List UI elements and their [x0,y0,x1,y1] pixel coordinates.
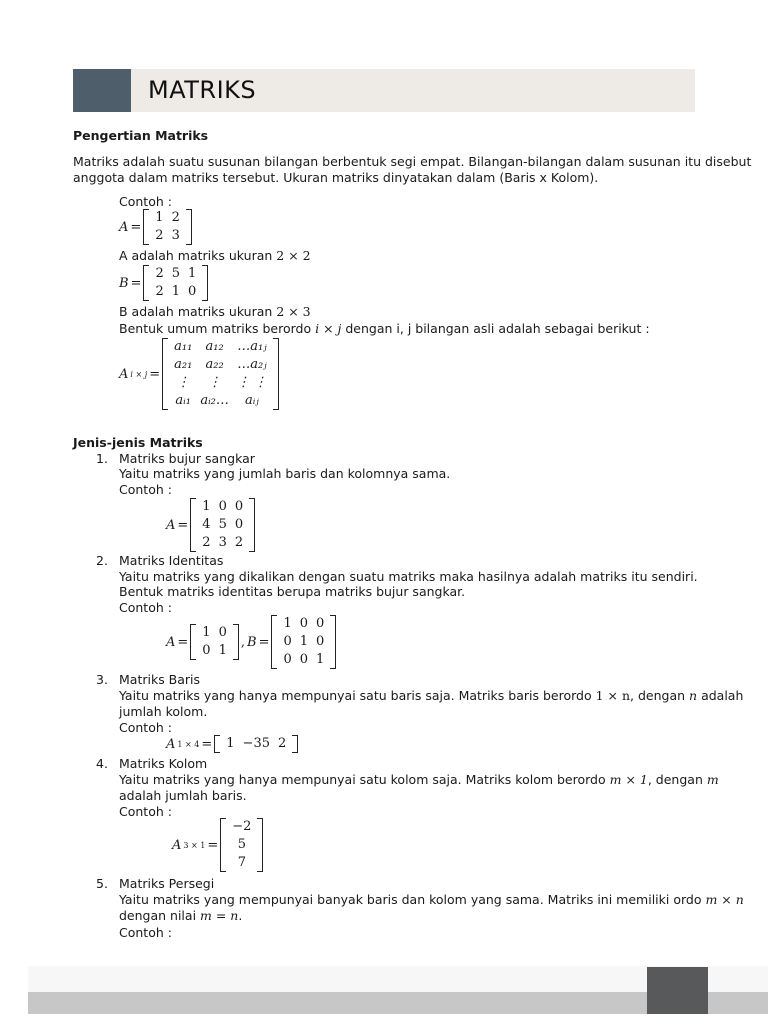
list-item-desc: adalah jumlah baris. [119,788,247,803]
list-number: 5. [96,876,108,891]
list-item-title: Matriks Identitas [119,553,224,568]
contoh-label: Contoh : [119,482,172,497]
list-number: 1. [96,451,108,466]
title-accent-box [73,69,131,112]
matrix-label: A [172,837,182,853]
general-form-text: Bentuk umum matriks berordo i × j dengan i, j bilangan asli adalah sebagai berikut : [119,321,650,336]
contoh-label: Contoh : [119,600,172,615]
matrix-kolom: A 3 × 1 = −2 5 7 [172,818,263,872]
matrix-label: B [247,634,257,650]
matrix-b-caption: B adalah matriks ukuran 2 × 3 [119,304,311,319]
matrix-a-caption: A adalah matriks ukuran 2 × 2 [119,248,311,263]
list-item-desc: jumlah kolom. [119,704,208,719]
list-item-title: Matriks Baris [119,672,201,687]
contoh-label: Contoh : [119,925,172,940]
matrix-label: A [119,366,129,382]
section-heading-jenis: Jenis-jenis Matriks [73,435,203,450]
list-item-title: Matriks bujur sangkar [119,451,255,466]
matrix-label: A [119,219,129,235]
list-item-desc: Bentuk matriks identitas berupa matriks bujur sangkar. [119,584,466,599]
definition-line-2: anggota dalam matriks tersebut. Ukuran matriks dinyatakan dalam (Baris x Kolom). [73,170,599,185]
contoh-label: Contoh : [119,194,172,209]
matrix-bujur-sangkar: A = 1 0 0 4 5 0 2 3 2 [166,498,255,552]
matrix-identitas: A = 1 0 0 1 , B = 1 0 0 0 1 0 0 0 1 [166,615,336,669]
list-item-desc: Yaitu matriks yang mempunyai banyak baris dan kolom yang sama. Matriks ini memiliki ordo m × n [119,892,744,907]
section-heading-pengertian: Pengertian Matriks [73,128,209,143]
matrix-a-example: A = 1 2 2 3 [119,209,192,245]
list-item-desc: Yaitu matriks yang hanya mempunyai satu kolom saja. Matriks kolom berordo m × 1, dengan m [119,772,719,787]
list-item-title: Matriks Kolom [119,756,208,771]
page-title: MATRIKS [148,76,257,104]
contoh-label: Contoh : [119,720,172,735]
matrix-label: B [119,275,129,291]
list-item-title: Matriks Persegi [119,876,215,891]
list-number: 2. [96,553,108,568]
contoh-label: Contoh : [119,804,172,819]
list-number: 3. [96,672,108,687]
list-item-desc: Yaitu matriks yang hanya mempunyai satu baris saja. Matriks baris berordo 1 × n, dengan n adalah [119,688,744,703]
matrix-b-example: B = 2 5 1 2 1 0 [119,265,208,301]
list-number: 4. [96,756,108,771]
list-item-desc: Yaitu matriks yang dikalikan dengan suatu matriks maka hasilnya adalah matriks itu sendiri. [119,569,698,584]
matrix-label: A [166,736,176,752]
matrix-label: A [166,517,176,533]
list-item-desc: dengan nilai m = n. [119,908,243,923]
list-item-desc: Yaitu matriks yang jumlah baris dan kolomnya sama. [119,466,451,481]
page-number-box [647,967,708,1014]
general-matrix: A i × j = a₁₁ a₁₂ …a₁ⱼ a₂₁ a₂₂ …a₂ⱼ ⋮ ⋮ ⋮ ⋮ aᵢ₁ aᵢ₂… aᵢⱼ [119,338,279,410]
matrix-label: A [166,634,176,650]
definition-line-1: Matriks adalah suatu susunan bilangan berbentuk segi empat. Bilangan-bilangan dalam susunan itu disebut [73,154,752,169]
matrix-baris: A 1 × 4 = 1 −35 2 [166,735,298,753]
